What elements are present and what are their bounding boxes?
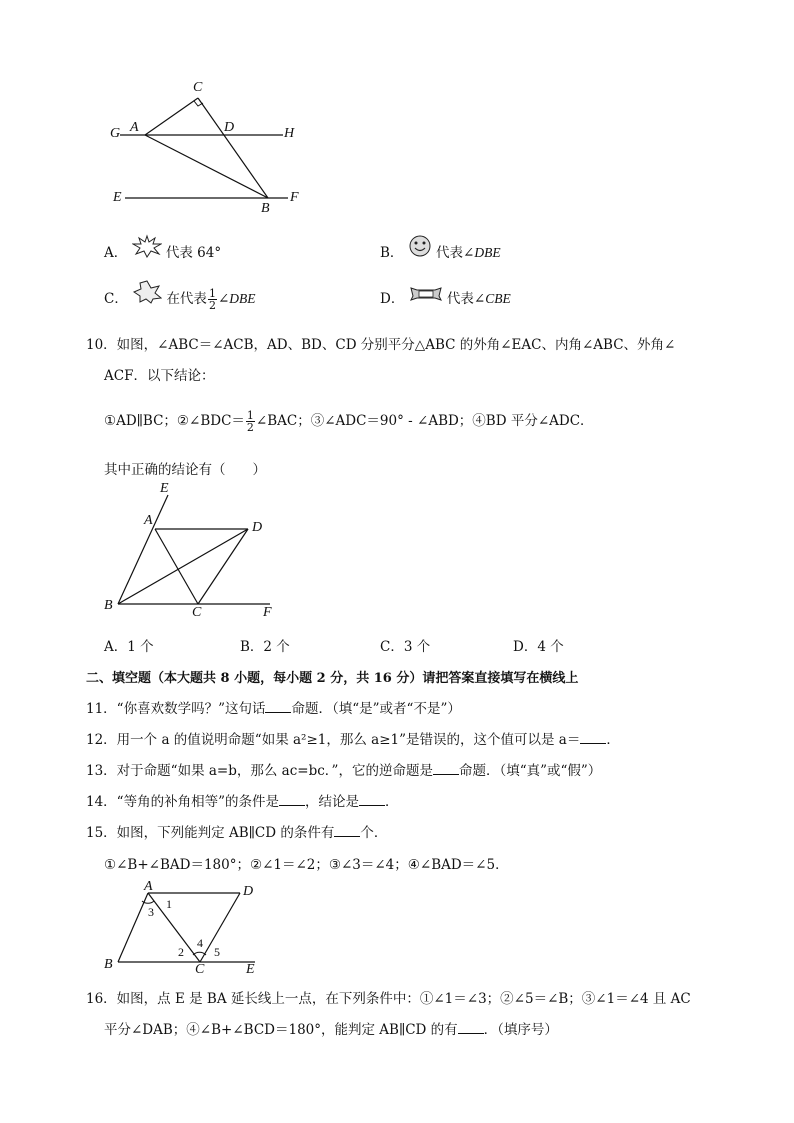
option-c-letter: C． xyxy=(104,291,128,307)
label-e: E xyxy=(160,481,169,496)
option-d-letter: D． xyxy=(380,291,405,307)
q10-option-b: B．2 个 xyxy=(240,639,290,655)
fraction-half: $\frac{1}{2}$ xyxy=(208,287,216,312)
label-c: C xyxy=(192,605,202,620)
angle-label-3: 3 xyxy=(148,905,154,919)
label-f: F xyxy=(263,605,272,620)
q15-conditions: ①∠B+∠BAD＝180°；②∠1＝∠2；③∠3＝∠4；④∠BAD＝∠5． xyxy=(104,857,509,873)
q15-text: 15．如图，下列能判定 AB∥CD 的条件有 xyxy=(86,825,335,841)
q11-text-end: 命题．（填“是”或者“不是”） xyxy=(291,701,461,717)
q16-line1: 16．如图，点 E 是 BA 延长线上一点，在下列条件中：①∠1＝∠3；②∠5＝∠B；③∠1＝∠4 且 AC xyxy=(86,991,691,1007)
label-b: B xyxy=(104,957,113,972)
angle-label-4: 4 xyxy=(197,936,203,950)
q14-text-mid: ，结论是 xyxy=(304,794,359,810)
option-b-angle: DBE xyxy=(474,245,501,260)
q10-option-c: C．3 个 xyxy=(380,639,431,655)
q12-text: 12．用一个 a 的值说明命题“如果 a²≥1，那么 a≥1”是错误的，这个值可以是 a＝ xyxy=(86,732,581,748)
option-b-letter: B． xyxy=(380,245,404,261)
option-d-angle: CBE xyxy=(485,291,511,306)
option-a-letter: A． xyxy=(104,245,128,261)
label-d: D xyxy=(224,120,235,135)
option-c-angle: DBE xyxy=(229,291,256,306)
label-a: A xyxy=(144,879,153,894)
q10-option-d: D．4 个 xyxy=(513,639,564,655)
q10-question: 其中正确的结论有（ ） xyxy=(104,462,266,478)
q16-line2 xyxy=(104,1018,558,1038)
fraction-half: $\frac{1}{2}$ xyxy=(246,409,254,434)
angle-label-1: 1 xyxy=(166,897,172,911)
q10-conclusions-part1: ①AD∥BC；②∠BDC＝ xyxy=(104,413,245,429)
q14-text-end: ． xyxy=(384,794,399,810)
option-b-text: 代表∠ xyxy=(436,245,475,261)
q15-text-end: 个． xyxy=(360,825,388,841)
label-e: E xyxy=(113,190,122,205)
option-d-text: 代表∠ xyxy=(446,291,486,307)
label-b: B xyxy=(261,201,270,216)
angle-label-5: 5 xyxy=(214,945,220,959)
label-f: F xyxy=(290,190,299,205)
label-g: G xyxy=(110,126,121,141)
label-h: H xyxy=(284,126,295,141)
label-b: B xyxy=(104,598,113,613)
q10-conclusions-part2: ∠BAC；③∠ADC＝90° - ∠ABD；④BD 平分∠ADC． xyxy=(255,413,594,429)
q16-text-end: ．（填序号） xyxy=(483,1022,558,1038)
q10-line2: ACF．以下结论： xyxy=(104,368,215,384)
q13-text-end: 命题．（填“真”或“假”） xyxy=(458,763,602,779)
label-c: C xyxy=(193,80,203,95)
angle-label-2: 2 xyxy=(178,945,184,959)
answer-blank[interactable] xyxy=(458,1021,484,1034)
label-a: A xyxy=(130,120,139,135)
q13-text: 13．对于命题“如果 a=b，那么 ac=bc．”，它的逆命题是 xyxy=(86,763,433,779)
q12-text-end: ． xyxy=(606,732,620,748)
option-c-after: ∠ xyxy=(217,291,230,307)
label-d: D xyxy=(252,520,263,535)
q10-line1: 10．如图，∠ABC＝∠ACB，AD、BD、CD 分别平分△ABC 的外角∠EAC、内角∠ABC、外角∠ xyxy=(86,337,676,353)
section-heading: 二、填空题（本大题共 8 小题，每小题 2 分，共 16 分）请把答案直接填写在横线上 xyxy=(86,671,579,686)
option-a-text: 代表 64° xyxy=(165,245,222,261)
q16-text: 平分∠DAB；④∠B+∠BCD＝180°，能判定 AB∥CD 的有 xyxy=(104,1022,458,1038)
option-c-text: 在代表 xyxy=(166,291,207,307)
q11-text: 11．“你喜欢数学吗？”这句话 xyxy=(86,701,266,717)
q14-text: 14．“等角的补角相等”的条件是 xyxy=(86,794,279,810)
label-d: D xyxy=(243,884,254,899)
label-e: E xyxy=(246,962,255,977)
label-c: C xyxy=(195,962,205,977)
q10-option-a: A．1 个 xyxy=(104,639,154,655)
label-a: A xyxy=(144,513,153,528)
